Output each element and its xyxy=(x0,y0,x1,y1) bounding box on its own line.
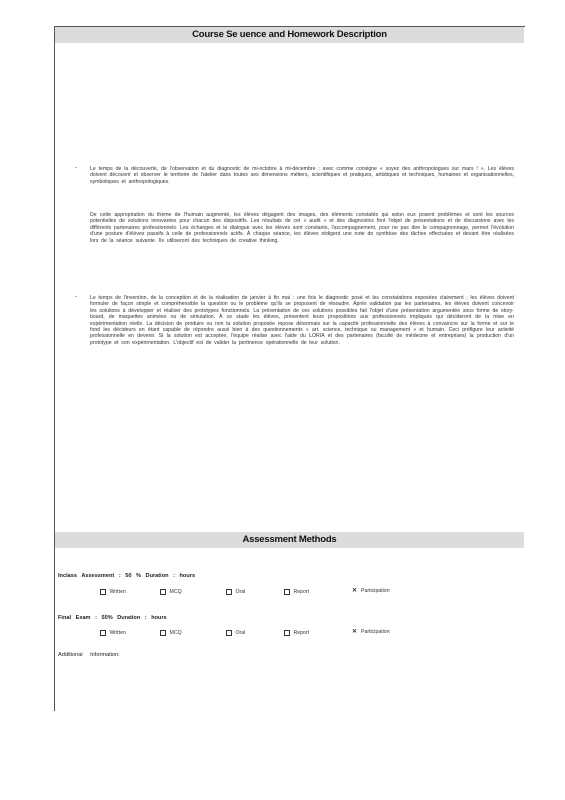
inclass-mcq-option[interactable] xyxy=(160,589,182,595)
participation-label: Participation xyxy=(361,629,390,635)
report-checkbox[interactable] xyxy=(284,589,290,595)
oral-label: Oral xyxy=(235,589,246,595)
document-frame xyxy=(54,26,525,711)
report-checkbox[interactable] xyxy=(284,630,290,636)
participation-checked-icon[interactable]: ✕ xyxy=(352,588,358,594)
written-label: Written xyxy=(109,630,126,636)
written-checkbox[interactable] xyxy=(100,630,106,636)
inclass-oral-option[interactable] xyxy=(226,589,245,595)
bullet-1: - xyxy=(75,165,77,171)
final-report-option[interactable] xyxy=(284,630,309,636)
bullet-2: - xyxy=(75,294,77,300)
mcq-label: MCQ xyxy=(169,589,182,595)
paragraph-invention: Le temps de l'invention, de la conception et de la réalisation de janvier à fin mai : une fois le diagnostic posé et les constatations exposées clairement ; les élèves doivent formuler de façon simple et compréhensible la question ou le problème qu'ils se proposent de résoudre. Après validation par les partenaires, les élèves doivent concevoir les solutions à développer et réaliser des prototypes fonctionnels. La présentation de ces solutions possibles fait l'objet d'une présentation argumentée sous forme de story-board, de maquettes animées ou de simulation. À ce stade les élèves, présentent leurs propositions aux professionnels impliqués qui décideront de la mise en expérimentation réelle. La décision de produire ou non la solution proposée repose désormais sur la capacité professionnelle des élèves à convaincre sur la forme et sur le fond les décideurs en étant capable de répondre aussi bien à des questionnements « art, science, technique ou management » et humain. Ceci préfigure leur activité professionnelle en devenir. Si la solution est acceptée, l'équipe réalise avec l'aide du LORIA et des partenaires (faculté de médecine et entreprises) la production d'un prototype et son expérimentation. L'objectif est de valider la pertinence opérationnelle de leur solution. xyxy=(90,295,514,346)
written-checkbox[interactable] xyxy=(100,589,106,595)
report-label: Report xyxy=(293,589,310,595)
mcq-label: MCQ xyxy=(169,630,182,636)
written-label: Written xyxy=(109,589,126,595)
mcq-checkbox[interactable] xyxy=(160,630,166,636)
report-label: Report xyxy=(293,630,310,636)
paragraph-appropriation: De cette appropriation du thème de l'humain augmenté, les élèves dégagent des images, des éléments constatés qui selon eux posent problèmes et sont les sources potentielles de solutions innovantes pour chacun des dispositifs. Les résultats de cet « audit » et des diagnostics font l'objet de présentations et de discussions avec les différents partenaires professionnels. Les échanges et le dialogue avec les élèves sont constants, l'accompagnement, pour ne pas dire le compagnonnage, permet l'évolution d'une posture d'élèves passifs à celle de professionnels actifs. À chaque séance, les élèves rédigent une note de synthèse des tâches effectuées et devant être réalisées lors de la séance suivante. Ils utiliseront des techniques de creative thinking. xyxy=(90,212,514,244)
mcq-checkbox[interactable] xyxy=(160,589,166,595)
section-header-course-sequence: Course Se uence and Homework Description xyxy=(55,27,524,43)
final-written-option[interactable] xyxy=(100,630,126,636)
oral-checkbox[interactable] xyxy=(226,589,232,595)
oral-label: Oral xyxy=(235,630,246,636)
paragraph-discovery: Le temps de la découverte, de l'observation et du diagnostic de mi-octobre à mi-décembre : avec comme consigne « soyez des anthropologues sur mars ! ». Les élèves doivent découvrir et observer le territoire de l'atelier dans toutes ses dimensions métiers, scientifiques et pratiques, artistiques et techniques, humaines et organisationnelles, symboliques et anthropologiques. xyxy=(90,166,514,185)
final-mcq-option[interactable] xyxy=(160,630,182,636)
final-participation-option[interactable] xyxy=(352,629,390,635)
oral-checkbox[interactable] xyxy=(226,630,232,636)
inclass-written-option[interactable] xyxy=(100,589,126,595)
section-header-assessment: Assessment Methods xyxy=(55,532,524,548)
final-oral-option[interactable] xyxy=(226,630,245,636)
participation-checked-icon[interactable]: ✕ xyxy=(352,629,358,635)
inclass-assessment-label: Inclass Assessment : 50 % Duration : hours xyxy=(58,573,196,579)
inclass-participation-option[interactable] xyxy=(352,588,390,594)
inclass-report-option[interactable] xyxy=(284,589,309,595)
participation-label: Participation xyxy=(361,588,390,594)
additional-information-label: Additional Information: xyxy=(58,652,120,658)
final-exam-label: Final Exam : 50% Duration : hours xyxy=(58,615,167,621)
